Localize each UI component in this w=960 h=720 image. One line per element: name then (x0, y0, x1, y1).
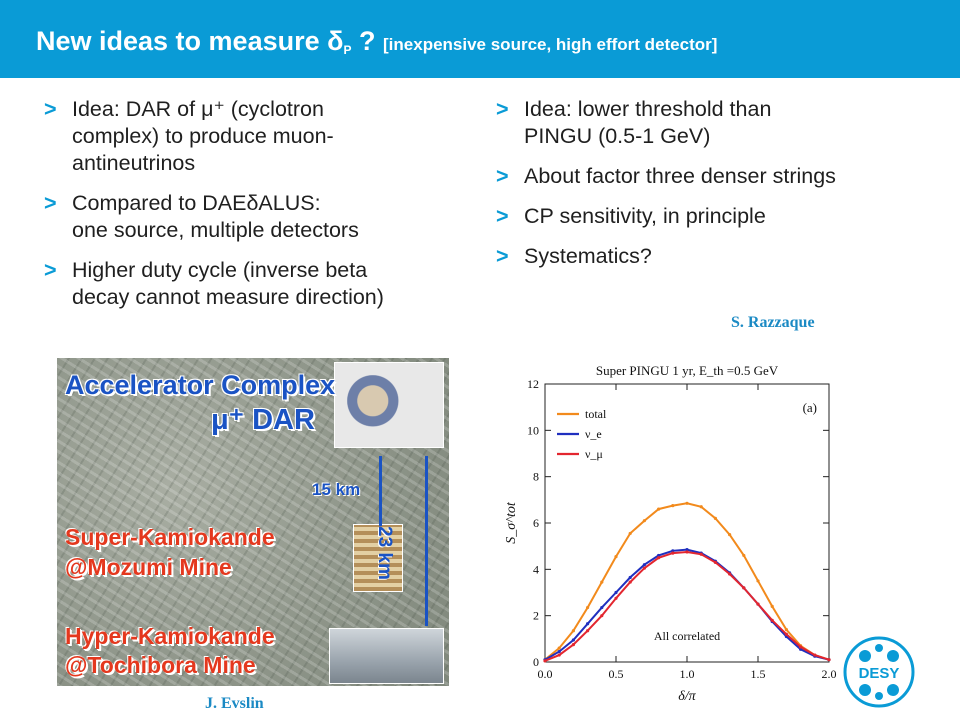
logo-dot (875, 644, 883, 652)
logo-text: DESY (858, 665, 900, 682)
bullet-marker: > (496, 97, 509, 121)
bullet-line: one source, multiple detectors (72, 218, 359, 242)
bullet-marker: > (496, 244, 509, 268)
series-point (558, 647, 561, 650)
series-point (600, 606, 603, 609)
series-point (614, 591, 617, 594)
series-point (742, 554, 745, 557)
series-point (558, 650, 561, 653)
series-point (572, 643, 575, 646)
y-tick-label: 8 (533, 469, 539, 484)
series-line (545, 550, 829, 660)
logo-dot (887, 684, 899, 696)
y-tick-label: 2 (533, 608, 539, 623)
bullet-marker: > (44, 191, 57, 215)
series-point (572, 638, 575, 641)
y-tick-label: 4 (533, 562, 539, 577)
bullet-item (490, 96, 940, 150)
bullet-line: antineutrinos (72, 151, 196, 175)
series-point (558, 653, 561, 656)
legend-label: ν_e (585, 427, 602, 441)
series-point (714, 561, 717, 564)
header-bar (0, 0, 960, 78)
chart-svg (497, 360, 842, 710)
map-label-15km: 15 km (312, 480, 361, 499)
y-tick-label: 12 (527, 377, 539, 391)
left-bullet-list (38, 96, 478, 324)
series-point (728, 572, 731, 575)
series-point (756, 602, 759, 605)
credit-evslin: J. Evslin (205, 695, 264, 712)
accelerator-photo (334, 362, 444, 448)
series-point (643, 563, 646, 566)
map-figure (57, 358, 449, 686)
series-point (643, 519, 646, 522)
series-point (700, 505, 703, 508)
series-point (714, 517, 717, 520)
x-tick-label: 2.0 (821, 667, 837, 681)
map-label-23km: 23 km (374, 526, 395, 580)
legend-label: total (585, 407, 607, 421)
series-point (771, 619, 774, 622)
panel-label: (a) (802, 400, 817, 415)
y-axis-label: S_σ^tot (504, 502, 519, 544)
bullet-item (490, 243, 940, 270)
hyper-kamiokande-photo (329, 628, 444, 684)
bullet-line: decay cannot measure direction) (72, 285, 384, 309)
logo-dot (875, 692, 883, 700)
chart-title: Super PINGU 1 yr, E_th =0.5 GeV (595, 363, 779, 378)
series-point (771, 605, 774, 608)
logo-dot (859, 684, 871, 696)
bullet-marker: > (496, 164, 509, 188)
series-point (728, 533, 731, 536)
bullet-line: Compared to DAEδALUS: (72, 191, 321, 215)
logo-dot (859, 650, 871, 662)
series-point (742, 586, 745, 589)
x-axis-label: δ/π (678, 689, 696, 704)
sensitivity-chart (497, 360, 842, 710)
map-label-hyper-kamiokande: Hyper-Kamiokande (65, 623, 275, 649)
map-label-accelerator: Accelerator Complex (65, 370, 336, 400)
title-tail: ? (351, 26, 384, 56)
title-subscript: P (343, 43, 352, 58)
bullet-item (490, 163, 940, 190)
title-tag: [inexpensive source, high effort detector] (383, 35, 718, 54)
series-point (785, 633, 788, 636)
series-point (685, 502, 688, 505)
series-point (629, 576, 632, 579)
bullet-item (490, 203, 940, 230)
series-point (586, 629, 589, 632)
x-tick-label: 1.5 (750, 667, 766, 681)
series-point (657, 556, 660, 559)
y-tick-label: 6 (533, 516, 539, 530)
bullet-marker: > (44, 97, 57, 121)
desy-logo (843, 636, 915, 708)
bullet-marker: > (496, 204, 509, 228)
series-point (685, 550, 688, 553)
series-point (586, 606, 589, 609)
series-point (629, 532, 632, 535)
series-point (586, 622, 589, 625)
series-point (600, 614, 603, 617)
bullet-item (38, 96, 478, 177)
map-label-dar: μ⁺ DAR (211, 404, 315, 436)
series-point (756, 579, 759, 582)
right-bullet-list (490, 96, 940, 283)
bullet-item (38, 190, 478, 244)
series-point (799, 645, 802, 648)
series-point (543, 659, 546, 662)
series-point (572, 629, 575, 632)
series-point (657, 508, 660, 511)
series-point (671, 504, 674, 507)
series-point (813, 653, 816, 656)
series-point (614, 597, 617, 600)
bullet-line: PINGU (0.5-1 GeV) (524, 124, 711, 148)
logo-dot (887, 650, 899, 662)
series-point (614, 555, 617, 558)
y-tick-label: 10 (527, 423, 539, 438)
series-point (671, 552, 674, 555)
x-tick-label: 0.0 (537, 667, 553, 681)
y-tick-label: 0 (533, 655, 539, 669)
bullet-line: complex) to produce muon- (72, 124, 334, 148)
series-point (643, 567, 646, 570)
credit-razzaque: S. Razzaque (731, 314, 815, 331)
chart-annotation: All correlated (653, 629, 721, 643)
series-point (700, 553, 703, 556)
map-label-tochibora: @Tochibora Mine (65, 652, 256, 678)
distance-arrow-short (379, 456, 382, 526)
title-main: New ideas to measure δ (36, 26, 344, 56)
distance-arrow-long (425, 456, 428, 626)
legend-label: ν_μ (585, 447, 603, 461)
x-tick-label: 0.5 (608, 667, 624, 681)
bullet-item (38, 257, 478, 311)
bullet-line: About factor three denser strings (524, 164, 836, 188)
series-point (629, 580, 632, 583)
bullet-line: Higher duty cycle (inverse beta (72, 258, 368, 282)
series-point (600, 580, 603, 583)
slide-title (36, 26, 717, 57)
bullet-line: Systematics? (524, 244, 652, 268)
bullet-line: Idea: lower threshold than (524, 97, 772, 121)
plot-frame (545, 384, 829, 662)
bullet-marker: > (44, 258, 57, 282)
series-point (785, 628, 788, 631)
bullet-line: CP sensitivity, in principle (524, 204, 766, 228)
bullet-line: Idea: DAR of μ⁺ (cyclotron (72, 97, 324, 121)
series-point (827, 658, 830, 661)
map-label-super-kamiokande: Super-Kamiokande (65, 524, 275, 550)
x-tick-label: 1.0 (679, 667, 695, 681)
map-label-mozumi: @Mozumi Mine (65, 554, 232, 580)
